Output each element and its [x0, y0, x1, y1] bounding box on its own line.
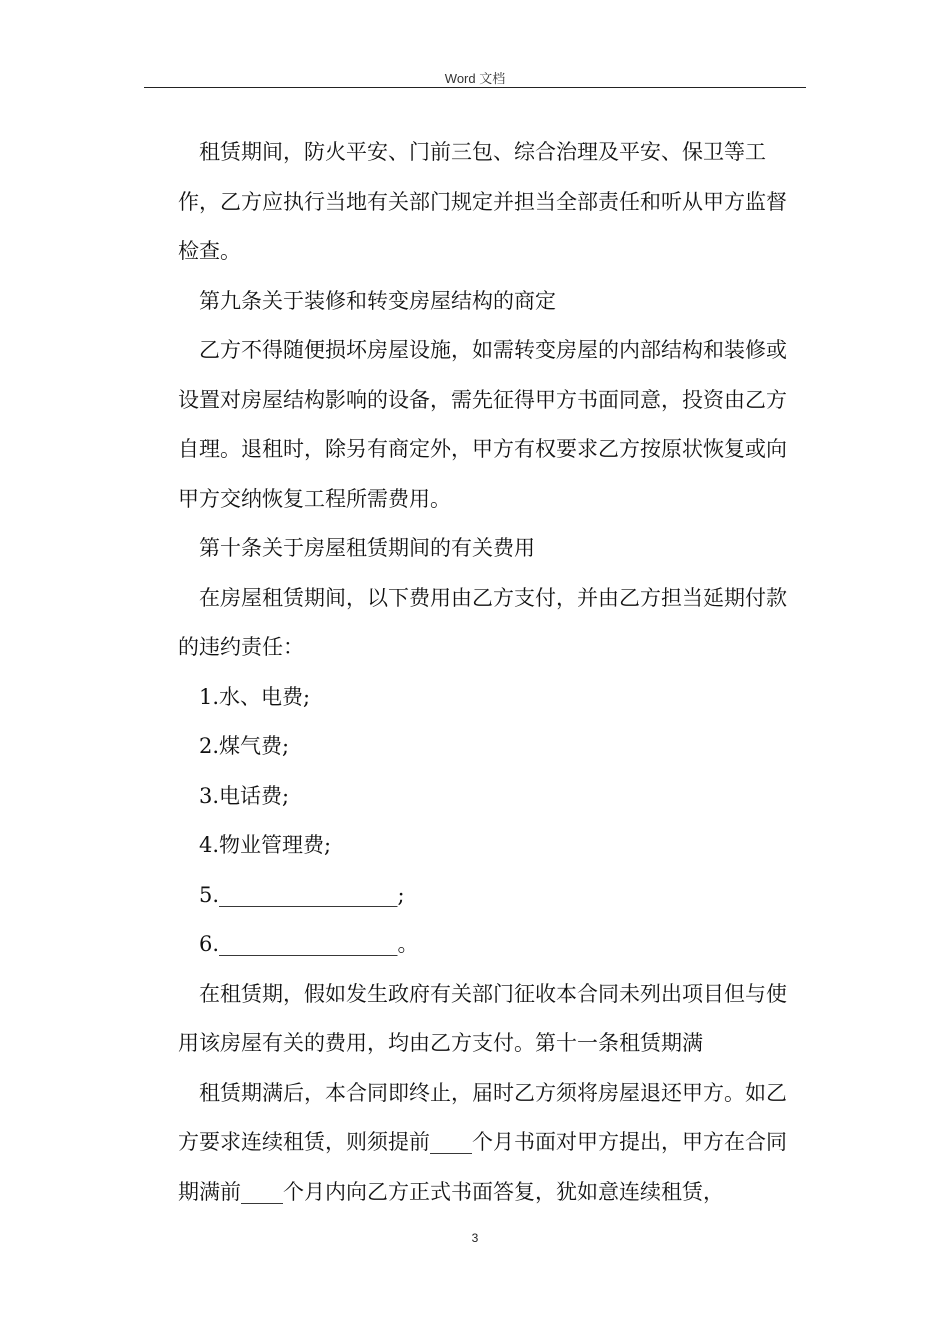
article-heading-9: 第九条关于装修和转变房屋结构的商定	[199, 288, 556, 313]
list-item: 1.水、电费;	[199, 684, 311, 709]
paragraph-other-fees: 在租赁期，假如发生政府有关部门征收本合同未列出项目但与使用该房屋有关的费用，均由乙方支付。第十一条租赁期满	[178, 981, 787, 1055]
paragraph-fees-intro: 在房屋租赁期间，以下费用由乙方支付，并由乙方担当延期付款的违约责任：	[178, 585, 787, 659]
paragraph-lease-expiry: 租赁期满后，本合同即终止，届时乙方须将房屋退还甲方。如乙方要求连续租赁，则须提前____个月书面对甲方提出，甲方在合同期满前____个月内向乙方正式书面答复，犹如意连续租赁，	[178, 1080, 787, 1204]
paragraph-renovation: 乙方不得随便损坏房屋设施，如需转变房屋的内部结构和装修或设置对房屋结构影响的设备，需先征得甲方书面同意，投资由乙方自理。退租时，除另有商定外，甲方有权要求乙方按原状恢复或向甲方交纳恢复工程所需费用。	[178, 338, 787, 511]
list-item: 3.电话费;	[199, 783, 290, 808]
list-item: 6._________________。	[199, 932, 419, 956]
header-divider	[144, 87, 806, 88]
list-item: 2.煤气费;	[199, 734, 290, 758]
header-label: Word 文档	[444, 71, 506, 86]
article-heading-10: 第十条关于房屋租赁期间的有关费用	[199, 536, 535, 560]
document-body	[178, 128, 806, 1217]
page-number: 3	[471, 1231, 479, 1245]
paragraph-fire-safety: 租赁期间，防火平安、门前三包、综合治理及平安、保卫等工作，乙方应执行当地有关部门规定并担当全部责任和听从甲方监督检查。	[178, 140, 787, 263]
list-item: 5._________________;	[199, 882, 405, 907]
list-item: 4.物业管理费;	[199, 833, 332, 857]
